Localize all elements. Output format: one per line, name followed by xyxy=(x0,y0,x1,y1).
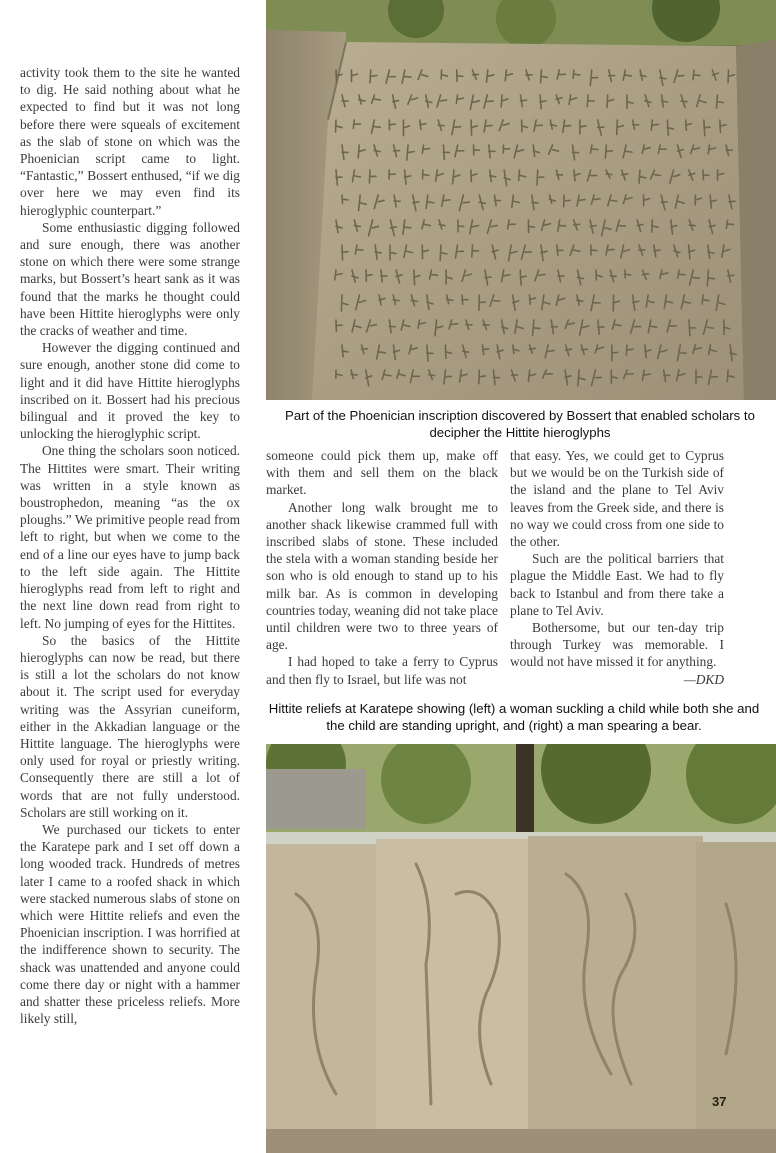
paragraph: Such are the political barriers that plague the Middle East. We had to fly back to Istanbul and from there take a plane to Tel Aviv. xyxy=(510,551,724,618)
author-signature: —DKD xyxy=(683,671,724,687)
photo-caption-top: Part of the Phoenician inscription discovered by Bossert that enabled scholars to decipher the Hittite hieroglyphs xyxy=(285,408,755,440)
hittite-reliefs-photo xyxy=(266,744,776,1153)
paragraph: So the basics of the Hittite hieroglyphs can now be read, but there is still a lot the scholars do not know about it. The script used for everyday writing was the Assyrian cuneiform, either in the Akkadian language or the Hittite language. The hieroglyphs were only used for royal or priestly writing. Consequently there are still a lot of words that are not fully understood. Scholars are still working on it. xyxy=(20,632,240,820)
paragraph: that easy. Yes, we could get to Cyprus but we would be on the Turkish side of the island and the plane to Tel Aviv leaves from the Greek side, and there is no way we could cross from one side to the other. xyxy=(510,448,724,550)
page-number: 37 xyxy=(712,1094,727,1109)
paragraph: Some enthusiastic digging followed and sure enough, there was another stone on which there were some strange marks, but Bossert’s heart sank as it was found that the marks he thought could have been Hittite hieroglyphs were only the cracks of weather and time. xyxy=(20,219,240,339)
photo-caption-bottom: Hittite reliefs at Karatepe showing (left) a woman suckling a child while both she and the child are standing upright, and (right) a man spearing a bear. xyxy=(268,701,760,733)
paragraph: someone could pick them up, make off with them and sell them on the black market. xyxy=(266,448,498,498)
article-column-1 xyxy=(20,64,240,1027)
paragraph: One thing the scholars soon noticed. The Hittites were smart. Their writing was written in a style known as boustrophedon, meaning “as the ox ploughs.” We primitive people read from left to right, but when we come to the end of a line our eyes have to jump back to the left side again. The Hittite hieroglyphs read from left to right and the next line down read from right to left. No jumping of eyes for the Hittites. xyxy=(20,443,240,631)
paragraph: However the digging continued and sure enough, another stone did come to light and it did have Hittite hieroglyphs inscribed on it. Bossert had his precious bilingual and it proved the key to unlocking the hieroglyphic script. xyxy=(20,340,240,442)
article-column-2 xyxy=(266,447,498,688)
phoenician-inscription-photo xyxy=(266,0,776,400)
article-column-3 xyxy=(510,447,724,688)
paragraph: I had hoped to take a ferry to Cyprus and then fly to Israel, but life was not xyxy=(266,654,498,687)
paragraph: We purchased our tickets to enter the Karatepe park and I set off down a long wooded track. Hundreds of metres later I came to a roofed shack in which were stacked numerous slabs of stone on which were Hittite reliefs and even the Phoenician inscription. I was horrified at the indifference shown to security. The shack was unattended and anyone could come there day or night with a hammer and shatter these priceless reliefs. More likely still, xyxy=(20,821,240,1027)
paragraph: Bothersome, but our ten-day trip through Turkey was memorable. I would not have missed it for anything. xyxy=(510,620,724,670)
paragraph: activity took them to the site he wanted to dig. He said nothing about what he expected to find but it was not long before there were squeals of excitement as the slab of stone on which was the Phoenician script came to light. “Fantastic,” Bossert enthused, “if we dig over here we may even find its hieroglyphic counterpart.” xyxy=(20,65,240,218)
paragraph: Another long walk brought me to another shack likewise crammed full with inscribed slabs of stone. These included the stela with a woman standing beside her son who is old enough to stand up to his milk bar. As is common in developing countries today, weaning did not take place until children were two to three years of age. xyxy=(266,499,498,653)
